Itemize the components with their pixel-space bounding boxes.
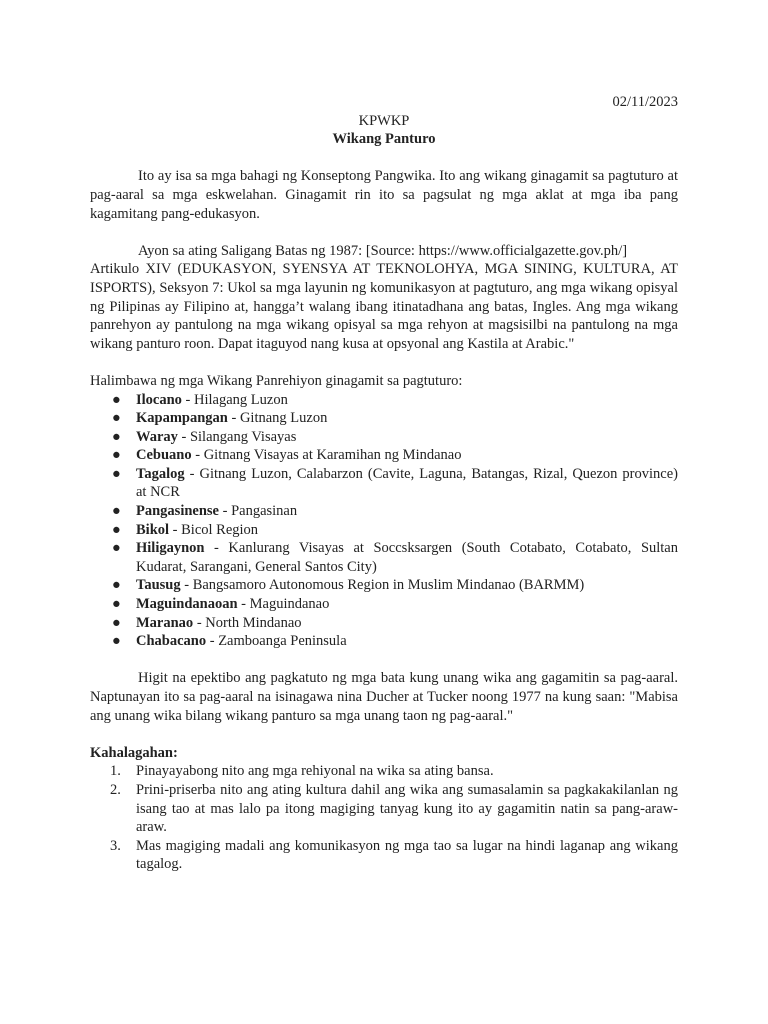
importance-list-item: [90, 762, 678, 781]
language-name: Tagalog: [136, 465, 185, 482]
bullet-icon: ●: [112, 410, 121, 427]
bullet-icon: ●: [112, 521, 121, 538]
language-region: - Maguindanao: [237, 596, 330, 613]
bullet-icon: ●: [112, 596, 121, 613]
intro-paragraph: Ito ay isa sa mga bahagi ng Konseptong Pangwika. Ito ang wikang ginagamit sa pagtuturo at pag-aaral sa mga eskwelahan. Ginagamit rin ito sa pagsulat ng mga aklat at mga iba pang kagamitang pang-edukasyon.: [90, 168, 678, 222]
example-list-item: [90, 576, 678, 595]
bullet-icon: ●: [112, 428, 121, 445]
item-number: 2.: [110, 781, 121, 798]
document-title: Wikang Panturo: [332, 131, 436, 148]
example-list-item: [90, 391, 678, 410]
bullet-icon: ●: [112, 614, 121, 631]
language-region: - Bangsamoro Autonomous Region in Muslim Mindanao (BARMM): [180, 577, 585, 594]
bullet-icon: ●: [112, 447, 121, 464]
language-region: - Bicol Region: [169, 521, 259, 538]
bullet-icon: ●: [112, 503, 121, 520]
item-text: Prini-priserba nito ang ating kultura dahil ang wika ang sumasalamin sa pagkakakilanlan ng isang tao at mas lalo pa itong magiging tanyag kung ito ay gagamitin natin sa pang-araw-araw.: [136, 781, 678, 836]
example-list-item: [90, 614, 678, 633]
importance-list-item: [90, 781, 678, 837]
bullet-icon: ●: [112, 577, 121, 594]
item-number: 3.: [110, 837, 121, 854]
example-list-item: [90, 502, 678, 521]
language-name: Tausug: [136, 577, 181, 594]
example-list-item: [90, 409, 678, 428]
language-name: Kapampangan: [136, 410, 228, 427]
language-name: Maranao: [136, 614, 194, 631]
language-name: Hiligaynon: [136, 540, 205, 557]
bullet-icon: ●: [112, 465, 121, 482]
language-name: Pangasinense: [136, 503, 219, 520]
document-date: 02/11/2023: [612, 94, 678, 110]
example-list-item: [90, 465, 678, 502]
language-region: - Hilagang Luzon: [181, 391, 288, 408]
item-number: 1.: [110, 763, 121, 780]
language-name: Waray: [136, 428, 178, 445]
example-list-item: [90, 539, 678, 576]
examples-list: [90, 391, 678, 651]
language-region: - North Mindanao: [193, 614, 302, 631]
bullet-icon: ●: [112, 540, 121, 557]
language-region: - Kanlurang Visayas at Soccsksargen (South Cotabato, Cotabato, Sultan Kudarat, Sarangani, General Santos City): [136, 540, 678, 575]
language-region: - Silangang Visayas: [177, 428, 297, 445]
item-text: Mas magiging madali ang komunikasyon ng mga tao sa lugar na hindi laganap ang wikang tagalog.: [136, 837, 678, 873]
importance-list-item: [90, 837, 678, 874]
language-name: Maguindanaoan: [136, 596, 238, 613]
research-paragraph: Higit na epektibo ang pagkatuto ng mga bata kung unang wika ang gagamitin sa pag-aaral. Naptunayan ito sa pag-aaral na isinagawa nina Ducher at Tucker noong 1977 na kung saan: "Mabisa ang unang wika bilang wikang panturo sa mga unang taon ng pag-aaral.": [90, 670, 678, 724]
constitution-source-line: Ayon sa ating Saligang Batas ng 1987: [Source: https://www.officialgazette.gov.ph/]: [138, 242, 628, 259]
course-code: KPWKP: [358, 112, 410, 129]
example-list-item: [90, 632, 678, 651]
language-region: - Gitnang Visayas at Karamihan ng Mindanao: [191, 447, 462, 464]
language-region: - Gitnang Luzon, Calabarzon (Cavite, Laguna, Batangas, Rizal, Quezon province) at NCR: [136, 465, 678, 501]
example-list-item: [90, 428, 678, 447]
language-region: - Pangasinan: [219, 503, 298, 520]
language-name: Cebuano: [136, 447, 192, 464]
constitution-paragraph: Artikulo XIV (EDUKASYON, SYENSYA AT TEKNOLOHYA, MGA SINING, KULTURA, AT ISPORTS), Seksyon 7: Ukol sa mga layunin ng komunikasyon at pagtuturo, ang mga wikang opisyal ng Pilipinas ay Filipino at, hangga’t walang ibang itinatadhana ang batas, Ingles. Ang mga wikang panrehyon ay pantulong na mga wikang opisyal sa mga rehyon at magsisilbi na pantulong na mga wikang panturo roon. Dapat itaguyod nang kusa at opsyonal ang Kastila at Arabic.": [90, 261, 678, 352]
bullet-icon: ●: [112, 633, 121, 650]
language-name: Chabacano: [136, 633, 207, 650]
importance-list: [90, 762, 678, 874]
bullet-icon: ●: [112, 391, 121, 408]
language-name: Bikol: [136, 521, 170, 538]
example-list-item: [90, 521, 678, 540]
language-region: - Zamboanga Peninsula: [206, 633, 347, 650]
examples-heading: Halimbawa ng mga Wikang Panrehiyon ginagamit sa pagtuturo:: [90, 372, 463, 389]
example-list-item: [90, 595, 678, 614]
document-body: [90, 93, 678, 874]
item-text: Pinayayabong nito ang mga rehiyonal na wika sa ating bansa.: [136, 763, 494, 780]
example-list-item: [90, 446, 678, 465]
language-region: - Gitnang Luzon: [227, 410, 328, 427]
language-name: Ilocano: [136, 391, 182, 408]
importance-heading: Kahalagahan:: [90, 744, 178, 761]
